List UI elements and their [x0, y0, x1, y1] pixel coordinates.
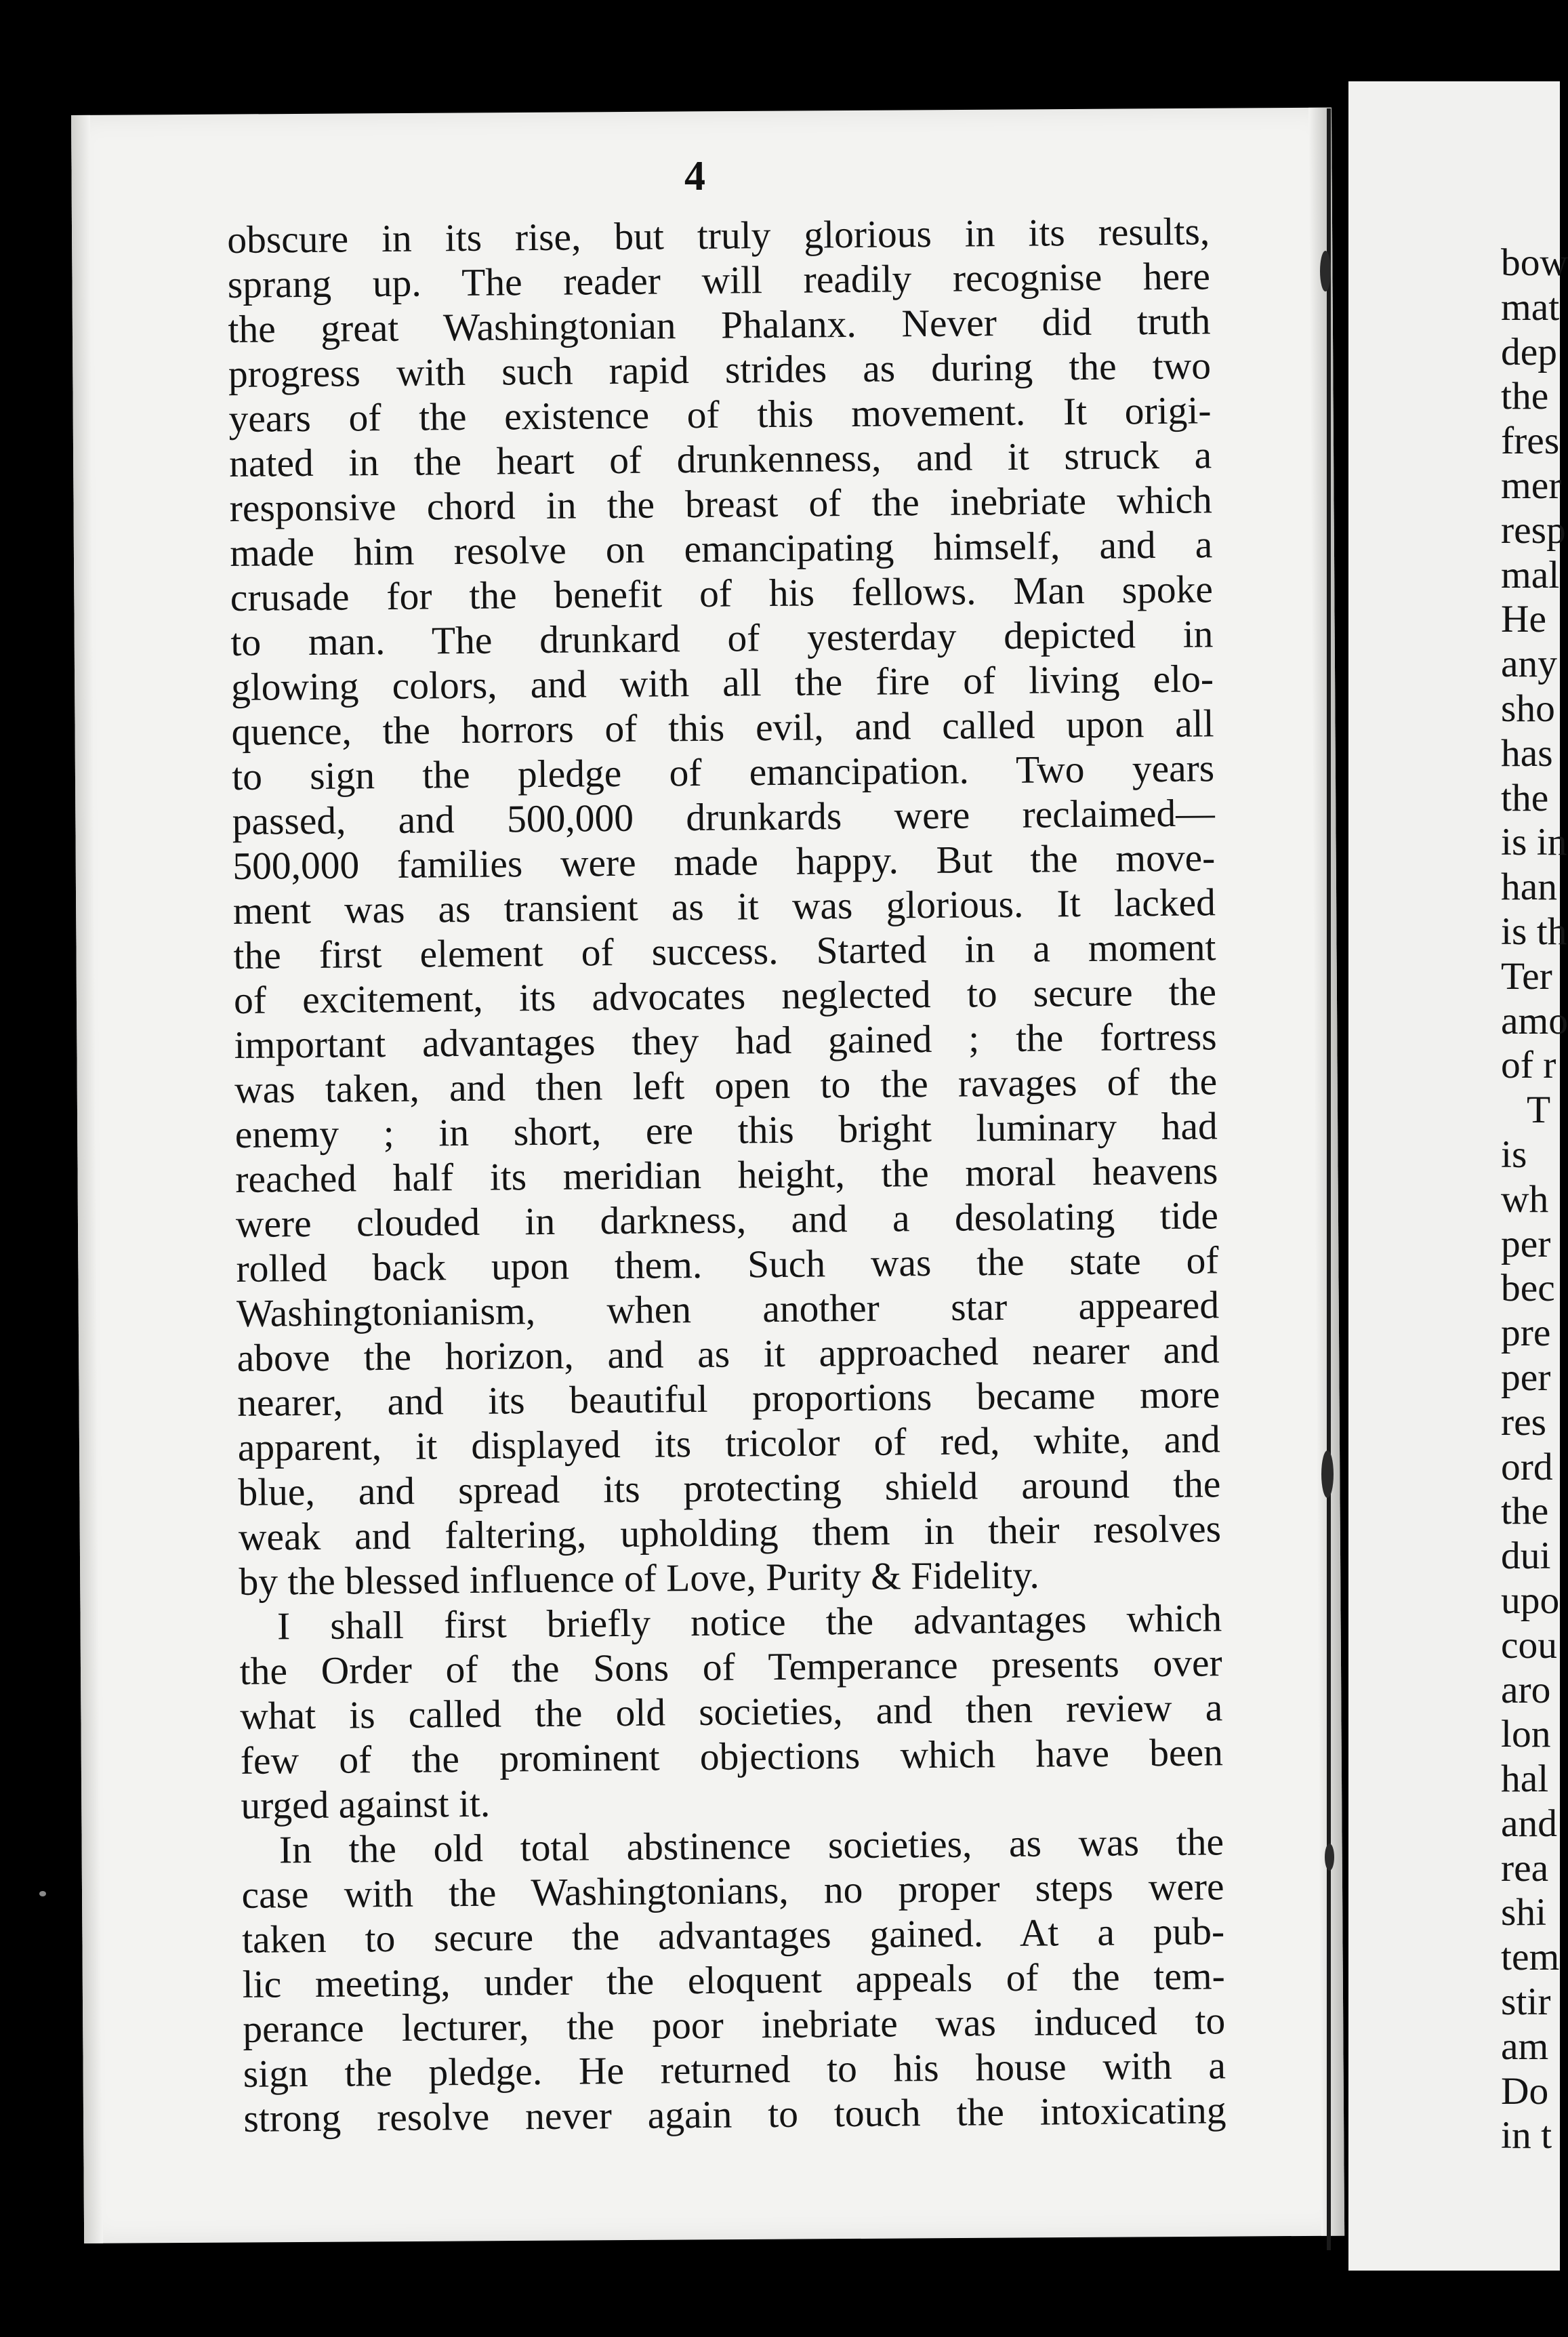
page-gutter: [1327, 108, 1331, 2250]
text-fragment: wh: [1501, 1177, 1549, 1221]
text-line: to sign the pledge of emancipation. Two years: [231, 747, 1215, 798]
margin-speck: [39, 1891, 46, 1896]
text-fragment: fres: [1501, 420, 1560, 463]
text-line: I shall first briefly notice the advantages which: [276, 1597, 1222, 1648]
text-fragment: Do: [1501, 2069, 1549, 2113]
text-fragment: T: [1527, 1089, 1551, 1132]
text-line: nearer, and its beautiful proportions became more: [236, 1373, 1220, 1425]
text-fragment: sho: [1501, 687, 1555, 730]
text-line: enemy ; in short, ere this bright luminary had: [234, 1105, 1218, 1156]
text-line: progress with such rapid strides as during the two: [228, 344, 1212, 396]
gutter-ink-mark: [1325, 1844, 1334, 1871]
text-fragment: amo: [1501, 999, 1568, 1042]
text-fragment: stir: [1501, 1980, 1551, 2024]
text-fragment: mal: [1501, 553, 1560, 596]
text-fragment: the: [1501, 1490, 1549, 1533]
text-fragment: dui: [1501, 1535, 1551, 1578]
text-fragment: has: [1501, 731, 1553, 775]
text-fragment: ord: [1501, 1445, 1553, 1488]
text-line: passed, and 500,000 drunkards were reclaimed—: [232, 792, 1215, 843]
text-line: important advantages they had gained ; the fortress: [234, 1015, 1217, 1067]
text-line: quence, the horrors of this evil, and called upon all: [231, 702, 1214, 754]
gutter-ink-mark: [1320, 251, 1331, 291]
text-fragment: mat: [1501, 285, 1560, 329]
text-line: was taken, and then left open to the ravages of the: [234, 1060, 1218, 1112]
text-line: to man. The drunkard of yesterday depicted in: [230, 613, 1214, 664]
text-line: weak and faltering, upholding them in their resolves: [238, 1507, 1222, 1559]
text-fragment: rea: [1501, 1846, 1549, 1890]
text-line: 500,000 families were made happy. But the move-: [232, 836, 1216, 888]
text-fragment: upo: [1501, 1579, 1560, 1622]
text-line: few of the prominent objections which have been: [240, 1731, 1224, 1783]
text-line: what is called the old societies, and then review a: [240, 1686, 1223, 1738]
text-line: taken to secure the advantages gained. At a pub-: [241, 1910, 1225, 1962]
text-line: strong resolve never again to touch the intoxicating: [243, 2089, 1226, 2140]
text-line: case with the Washingtonians, no proper steps were: [241, 1865, 1224, 1917]
text-line: Washingtonianism, when another star appeared: [236, 1284, 1220, 1335]
text-line: made him resolve on emancipating himself, and a: [230, 523, 1213, 575]
text-fragment: the: [1501, 776, 1549, 819]
text-fragment: mer: [1501, 464, 1562, 507]
text-line: the first element of success. Started in a moment: [233, 926, 1216, 977]
text-fragment: pre: [1501, 1312, 1551, 1355]
text-fragment: shi: [1501, 1891, 1547, 1934]
text-fragment: bec: [1501, 1267, 1555, 1310]
text-fragment: hal: [1501, 1757, 1549, 1801]
text-fragment: Ter: [1501, 954, 1552, 998]
text-fragment: is: [1501, 1133, 1527, 1176]
text-fragment: is in: [1501, 821, 1567, 864]
text-fragment: is th: [1501, 910, 1567, 953]
text-line: crusade for the benefit of his fellows. Man spoke: [230, 568, 1214, 619]
text-line: the Order of the Sons of Temperance presents over: [239, 1642, 1222, 1693]
text-line: of excitement, its advocates neglected to secure the: [233, 971, 1217, 1022]
text-line: responsive chord in the breast of the inebriate which: [229, 479, 1212, 530]
text-line: urged against it.: [241, 1782, 491, 1827]
text-fragment: dep: [1501, 330, 1558, 373]
text-line: the great Washingtonian Phalanx. Never did truth: [228, 300, 1211, 351]
text-fragment: any: [1501, 643, 1558, 686]
text-fragment: cou: [1501, 1623, 1558, 1667]
text-fragment: lon: [1501, 1713, 1551, 1756]
text-line: rolled back upon them. Such was the state of: [236, 1239, 1219, 1291]
text-line: were clouded in darkness, and a desolating tide: [235, 1194, 1219, 1246]
text-fragment: bow: [1501, 241, 1568, 284]
text-fragment: the: [1501, 375, 1549, 418]
text-line: obscure in its rise, but truly glorious in its results,: [227, 210, 1210, 262]
text-line: In the old total abstinence societies, as was the: [278, 1821, 1224, 1872]
text-line: apparent, it displayed its tricolor of red, white, and: [237, 1418, 1221, 1469]
text-line: blue, and spread its protecting shield around the: [238, 1463, 1221, 1514]
text-fragment: and: [1501, 1802, 1558, 1845]
text-line: ment was as transient as it was glorious. It lacked: [232, 881, 1216, 933]
text-line: sprang up. The reader will readily recognise here: [227, 255, 1211, 306]
text-line: perance lecturer, the poor inebriate was induced to: [243, 1999, 1226, 2051]
text-fragment: res: [1501, 1400, 1547, 1444]
text-fragment: per: [1501, 1222, 1551, 1265]
text-line: above the horizon, and as it approached nearer and: [236, 1328, 1220, 1380]
right-page-text-fragments: [1501, 241, 1568, 2158]
text-fragment: per: [1501, 1356, 1551, 1399]
text-fragment: of r: [1501, 1044, 1556, 1087]
text-fragment: aro: [1501, 1668, 1551, 1711]
text-line: nated in the heart of drunkenness, and it struck a: [228, 434, 1212, 485]
text-line: lic meeting, under the eloquent appeals of the tem-: [242, 1955, 1225, 2006]
left-page-body-text: [227, 209, 1226, 2142]
text-line: by the blessed influence of Love, Purity & Fidelity.: [239, 1553, 1039, 1604]
text-fragment: am: [1501, 2025, 1549, 2068]
page-number: 4: [684, 153, 705, 199]
text-fragment: tem: [1501, 1936, 1560, 1979]
text-line: glowing colors, and with all the fire of living elo-: [230, 657, 1214, 709]
text-fragment: He: [1501, 598, 1547, 641]
text-line: reached half its meridian height, the moral heavens: [235, 1150, 1218, 1201]
text-line: sign the pledge. He returned to his house with a: [243, 2044, 1226, 2096]
text-fragment: in t: [1501, 2114, 1552, 2157]
text-line: years of the existence of this movement. It origi-: [228, 389, 1212, 441]
gutter-ink-mark: [1321, 1450, 1334, 1498]
text-fragment: resp: [1501, 508, 1566, 552]
text-fragment: han: [1501, 866, 1558, 909]
